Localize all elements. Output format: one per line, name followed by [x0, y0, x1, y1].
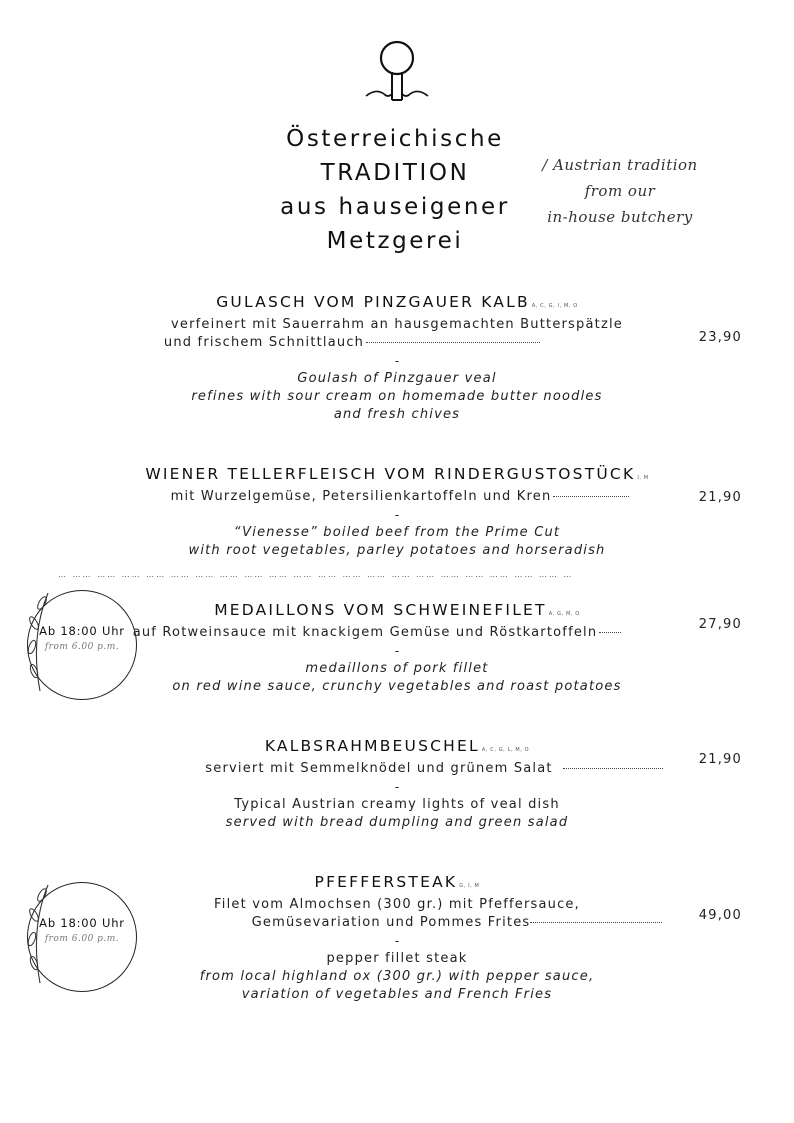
badge-time-en: from 6.00 p.m.: [44, 642, 120, 652]
price-leader: [599, 632, 621, 633]
dish-description-en: with root vegetables, parley potatoes and horseradish: [188, 543, 606, 558]
dish-description-de: auf Rotweinsauce mit knackigem Gemüse und Röstkartoffeln: [132, 625, 598, 640]
dish-description-en: “Vienesse” boiled beef from the Prime Cut: [233, 525, 561, 540]
dish-name: PFEFFERSTEAK G, I, M: [314, 873, 480, 891]
dish-description-en: from local highland ox (300 gr.) with pepper sauce,: [199, 969, 595, 984]
dish-description-en: Typical Austrian creamy lights of veal dish: [234, 797, 560, 812]
section-separator: … …… …… …… …… …… …… …… …… …… …… …… …… …… …… …… …… …… …… …… …… …: [58, 570, 574, 578]
allergen-codes: I, M: [637, 475, 649, 481]
dish-description-en: pepper fillet steak: [326, 951, 468, 966]
dish-description-en: Goulash of Pinzgauer veal: [297, 371, 497, 386]
title-line: aus hauseigener: [280, 194, 510, 220]
dish-description-de: serviert mit Semmelknödel und grünem Salat: [205, 761, 553, 776]
allergen-codes: A, C, G, L, M, O: [481, 747, 530, 753]
page-title: [220, 122, 570, 258]
dish-description-en: refines with sour cream on homemade butter noodles: [191, 389, 603, 404]
language-divider: -: [394, 354, 400, 368]
dish-description-de: Gemüsevariation und Pommes Frites: [251, 915, 531, 930]
subtitle-line: in-house butchery: [547, 208, 693, 226]
allergen-codes: A, G, M, O: [548, 611, 580, 617]
dish-name: KALBSRAHMBEUSCHEL A, C, G, L, M, O: [264, 737, 530, 755]
menu-item: [0, 464, 794, 560]
dish-description-de: und frischem Schnittlauch: [163, 335, 365, 350]
title-line: Österreichische: [286, 126, 504, 152]
price-leader: [553, 496, 629, 497]
dish-price: 27,90: [698, 617, 742, 632]
allergen-codes: A, C, G, I, M, O: [531, 303, 578, 309]
restaurant-logo-icon: [362, 38, 432, 108]
dish-price: 23,90: [698, 330, 742, 345]
menu-item: [0, 292, 794, 424]
evening-badge: [27, 590, 137, 700]
dish-name: GULASCH VOM PINZGAUER KALB A, C, G, I, M, O: [216, 293, 578, 311]
dish-price: 49,00: [698, 908, 742, 923]
subtitle-line: / Austrian tradition: [542, 156, 698, 174]
price-leader: [530, 922, 662, 923]
dish-description-de: mit Wurzelgemüse, Petersilienkartoffeln und Kren: [170, 489, 552, 504]
dish-price: 21,90: [698, 490, 742, 505]
dish-description-en: and fresh chives: [333, 407, 461, 422]
dish-price: 21,90: [698, 752, 742, 767]
dish-description-en: medaillons of pork fillet: [305, 661, 489, 676]
title-line: TRADITION: [320, 160, 470, 186]
evening-badge: [27, 882, 137, 992]
language-divider: -: [394, 508, 400, 522]
subtitle-line: from our: [584, 182, 656, 200]
badge-time-de: Ab 18:00 Uhr: [39, 624, 125, 638]
language-divider: -: [394, 934, 400, 948]
menu-item: [0, 736, 794, 832]
dish-description-en: variation of vegetables and French Fries: [241, 987, 553, 1002]
language-divider: -: [394, 780, 400, 794]
dish-name: MEDAILLONS VOM SCHWEINEFILET A, G, M, O: [214, 601, 580, 619]
dish-description-en: on red wine sauce, crunchy vegetables and roast potatoes: [172, 679, 622, 694]
dish-description-de: Filet vom Almochsen (300 gr.) mit Pfeffersauce,: [214, 897, 580, 912]
price-leader: [366, 342, 540, 343]
page-subtitle: [520, 152, 720, 230]
language-divider: -: [394, 644, 400, 658]
badge-time-en: from 6.00 p.m.: [44, 934, 120, 944]
dish-description-en: served with bread dumpling and green salad: [225, 815, 569, 830]
badge-time-de: Ab 18:00 Uhr: [39, 916, 125, 930]
allergen-codes: G, I, M: [459, 883, 480, 889]
price-leader: [563, 768, 663, 769]
dish-name: WIENER TELLERFLEISCH VOM RINDERGUSTOSTÜCK I, M: [145, 465, 649, 483]
dish-description-de: verfeinert mit Sauerrahm an hausgemachten Butterspätzle: [171, 317, 623, 332]
title-line: Metzgerei: [326, 228, 464, 254]
